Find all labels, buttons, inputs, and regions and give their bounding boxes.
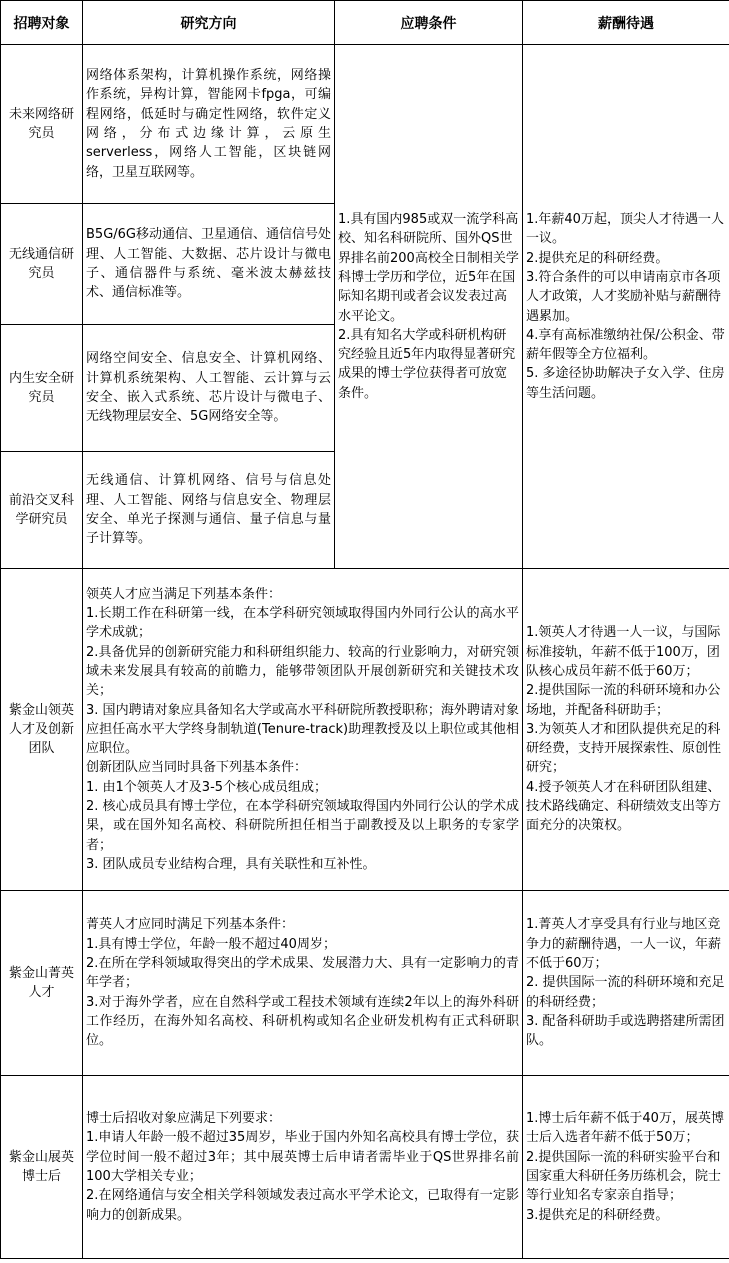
research-direction <box>83 452 335 569</box>
table-header-row <box>1 1 729 45</box>
header-conditions: 应聘条件 <box>335 1 523 45</box>
header-target: 招聘对象 <box>1 1 83 45</box>
pay-item: 3. 配备科研助手或选聘搭建所需团队。 <box>526 1013 725 1049</box>
shared-conditions <box>335 45 523 569</box>
direction-text: 网络空间安全、信息安全、计算机网络、计算机系统架构、人工智能、云计算与云安全、嵌入式系统、芯片设计与微电子、无线物理层安全、5G网络安全等。 <box>86 351 331 425</box>
condition-item: 2.具有知名大学或科研机构研究经验且近5年内取得显著研究成果的博士学位获得者可放宽条件。 <box>338 327 516 401</box>
requirements <box>83 569 523 891</box>
requirement-item: 菁英人才应同时满足下列基本条件： <box>86 917 295 933</box>
recruit-target: 内生安全研究员 <box>1 325 83 452</box>
table-row <box>1 569 729 891</box>
requirement-item: 2.在所在学科领域取得突出的学术成果、发展潜力大、具有一定影响力的青年学者； <box>86 956 519 991</box>
pay-item: 4.授予领英人才在科研团队组建、技术路线确定、科研绩效支出等方面充分的决策权。 <box>526 779 722 834</box>
direction-text: 网络体系架构，计算机操作系统，网络操作系统，异构计算，智能网卡fpga，可编程网络，低延时与确定性网络，软件定义网络，分布式边缘计算，云原生serverless，网络人工智能，区块链网络，卫星互联网等。 <box>86 68 331 180</box>
recruit-target: 无线通信研究员 <box>1 204 83 325</box>
requirement-item: 1. 由1个领英人才及3-5个核心成员组成； <box>86 779 328 795</box>
research-direction <box>83 325 335 452</box>
research-direction <box>83 45 335 204</box>
requirement-item: 2.具备优异的创新研究能力和科研组织能力、较高的行业影响力，对研究领域未来发展具有较高的前瞻力，能够带领团队开展创新研究和关键技术攻关； <box>86 644 519 699</box>
requirement-item: 1.具有博士学位，年龄一般不超过40周岁； <box>86 936 336 952</box>
pay-item: 2.提供国际一流的科研实验平台和国家重大科研任务历练机会，院士等行业知名专家亲自指导； <box>526 1149 722 1204</box>
pay-item: 4.享有高标准缴纳社保/公积金、带薪年假等全方位福利。 <box>526 327 725 363</box>
pay-item: 3.符合条件的可以申请南京市各项人才政策，人才奖励补贴与薪酬待遇累加。 <box>526 269 722 324</box>
requirement-item: 领英人才应当满足下列基本条件： <box>86 586 282 602</box>
pay-item: 2.提供充足的科研经费。 <box>526 250 669 266</box>
table-row <box>1 45 729 204</box>
pay-benefits <box>523 1076 729 1259</box>
requirement-item: 2.在网络通信与安全相关学科领域发表过高水平学术论文，已取得有一定影响力的创新成果。 <box>86 1188 519 1223</box>
shared-pay <box>523 45 729 569</box>
requirement-item: 3.对于海外学者，应在自然科学或工程技术领域有连续2年以上的海外科研工作经历，在海外知名高校、科研机构或知名企业研发机构有正式科研职位。 <box>86 994 519 1049</box>
recruit-target: 紫金山领英人才及创新团队 <box>1 569 83 891</box>
pay-item: 1.年薪40万起，顶尖人才待遇一人一议。 <box>526 212 724 247</box>
pay-benefits <box>523 891 729 1076</box>
pay-item: 3.为领英人才和团队提供充足的科研经费，支持开展探索性、原创性研究； <box>526 721 722 776</box>
direction-text: 无线通信、计算机网络、信号与信息处理、人工智能、网络与信息安全、物理层安全、单光子探测与通信、量子信息与量子计算等。 <box>86 473 331 547</box>
pay-item: 1.博士后年薪不低于40万，展英博士后入选者年薪不低于50万； <box>526 1111 724 1146</box>
header-direction: 研究方向 <box>83 1 335 45</box>
requirement-item: 2. 核心成员具有博士学位，在本学科研究领域取得国内外同行公认的学术成果，或在国外知名高校、科研院所担任相当于副教授及以上职务的专家学者； <box>86 799 519 853</box>
requirement-item: 3. 团队成员专业结构合理，具有关联性和互补性。 <box>86 856 376 872</box>
requirements <box>83 891 523 1076</box>
condition-item: 1.具有国内985或双一流学科高校、知名科研院所、国外QS世界排名前200高校全日制相关学科博士学历和学位，近5年在国际知名期刊或者会议发表过高水平论文。 <box>338 212 519 324</box>
recruit-target: 前沿交叉科学研究员 <box>1 452 83 569</box>
requirement-item: 1.申请人年龄一般不超过35周岁，毕业于国内外知名高校具有博士学位，获学位时间一般不超过3年；其中展英博士后申请者需毕业于QS世界排名前100大学相关专业； <box>86 1130 519 1184</box>
pay-item: 1.领英人才待遇一人一议，与国际标准接轨，年薪不低于100万，团队核心成员年薪不低于60万； <box>526 625 721 679</box>
header-pay: 薪酬待遇 <box>523 1 729 45</box>
research-direction <box>83 204 335 325</box>
pay-item: 1.菁英人才享受具有行业与地区竞争力的薪酬待遇，一人一议，年薪不低于60万； <box>526 917 722 972</box>
recruit-target: 紫金山菁英人才 <box>1 891 83 1076</box>
pay-benefits <box>523 569 729 891</box>
table-row <box>1 891 729 1076</box>
requirement-item: 3. 国内聘请对象应具备知名大学或高水平科研院所教授职称；海外聘请对象应担任高水平大学终身制轨道(Tenure-track)助理教授及以上职位或其他相应职位。 <box>86 702 519 757</box>
direction-text: B5G/6G移动通信、卫星通信、通信信号处理、人工智能、大数据、芯片设计与微电子、通信器件与系统、毫米波太赫兹技术、通信标准等。 <box>86 227 331 301</box>
pay-item: 2.提供国际一流的科研环境和办公场地，并配备科研助手； <box>526 683 721 718</box>
pay-item: 5. 多途径协助解决子女入学、住房等生活问题。 <box>526 366 725 401</box>
table-row <box>1 1076 729 1259</box>
requirement-item: 创新团队应当同时具备下列基本条件： <box>86 760 308 776</box>
pay-item: 3.提供充足的科研经费。 <box>526 1207 669 1223</box>
requirements <box>83 1076 523 1259</box>
recruit-target: 未来网络研究员 <box>1 45 83 204</box>
requirement-item: 1.长期工作在科研第一线，在本学科研究领域取得国内外同行公认的高水平学术成就； <box>86 606 519 641</box>
pay-item: 2. 提供国际一流的科研环境和充足的科研经费； <box>526 975 725 1010</box>
recruit-target: 紫金山展英博士后 <box>1 1076 83 1259</box>
requirement-item: 博士后招收对象应满足下列要求： <box>86 1111 282 1127</box>
